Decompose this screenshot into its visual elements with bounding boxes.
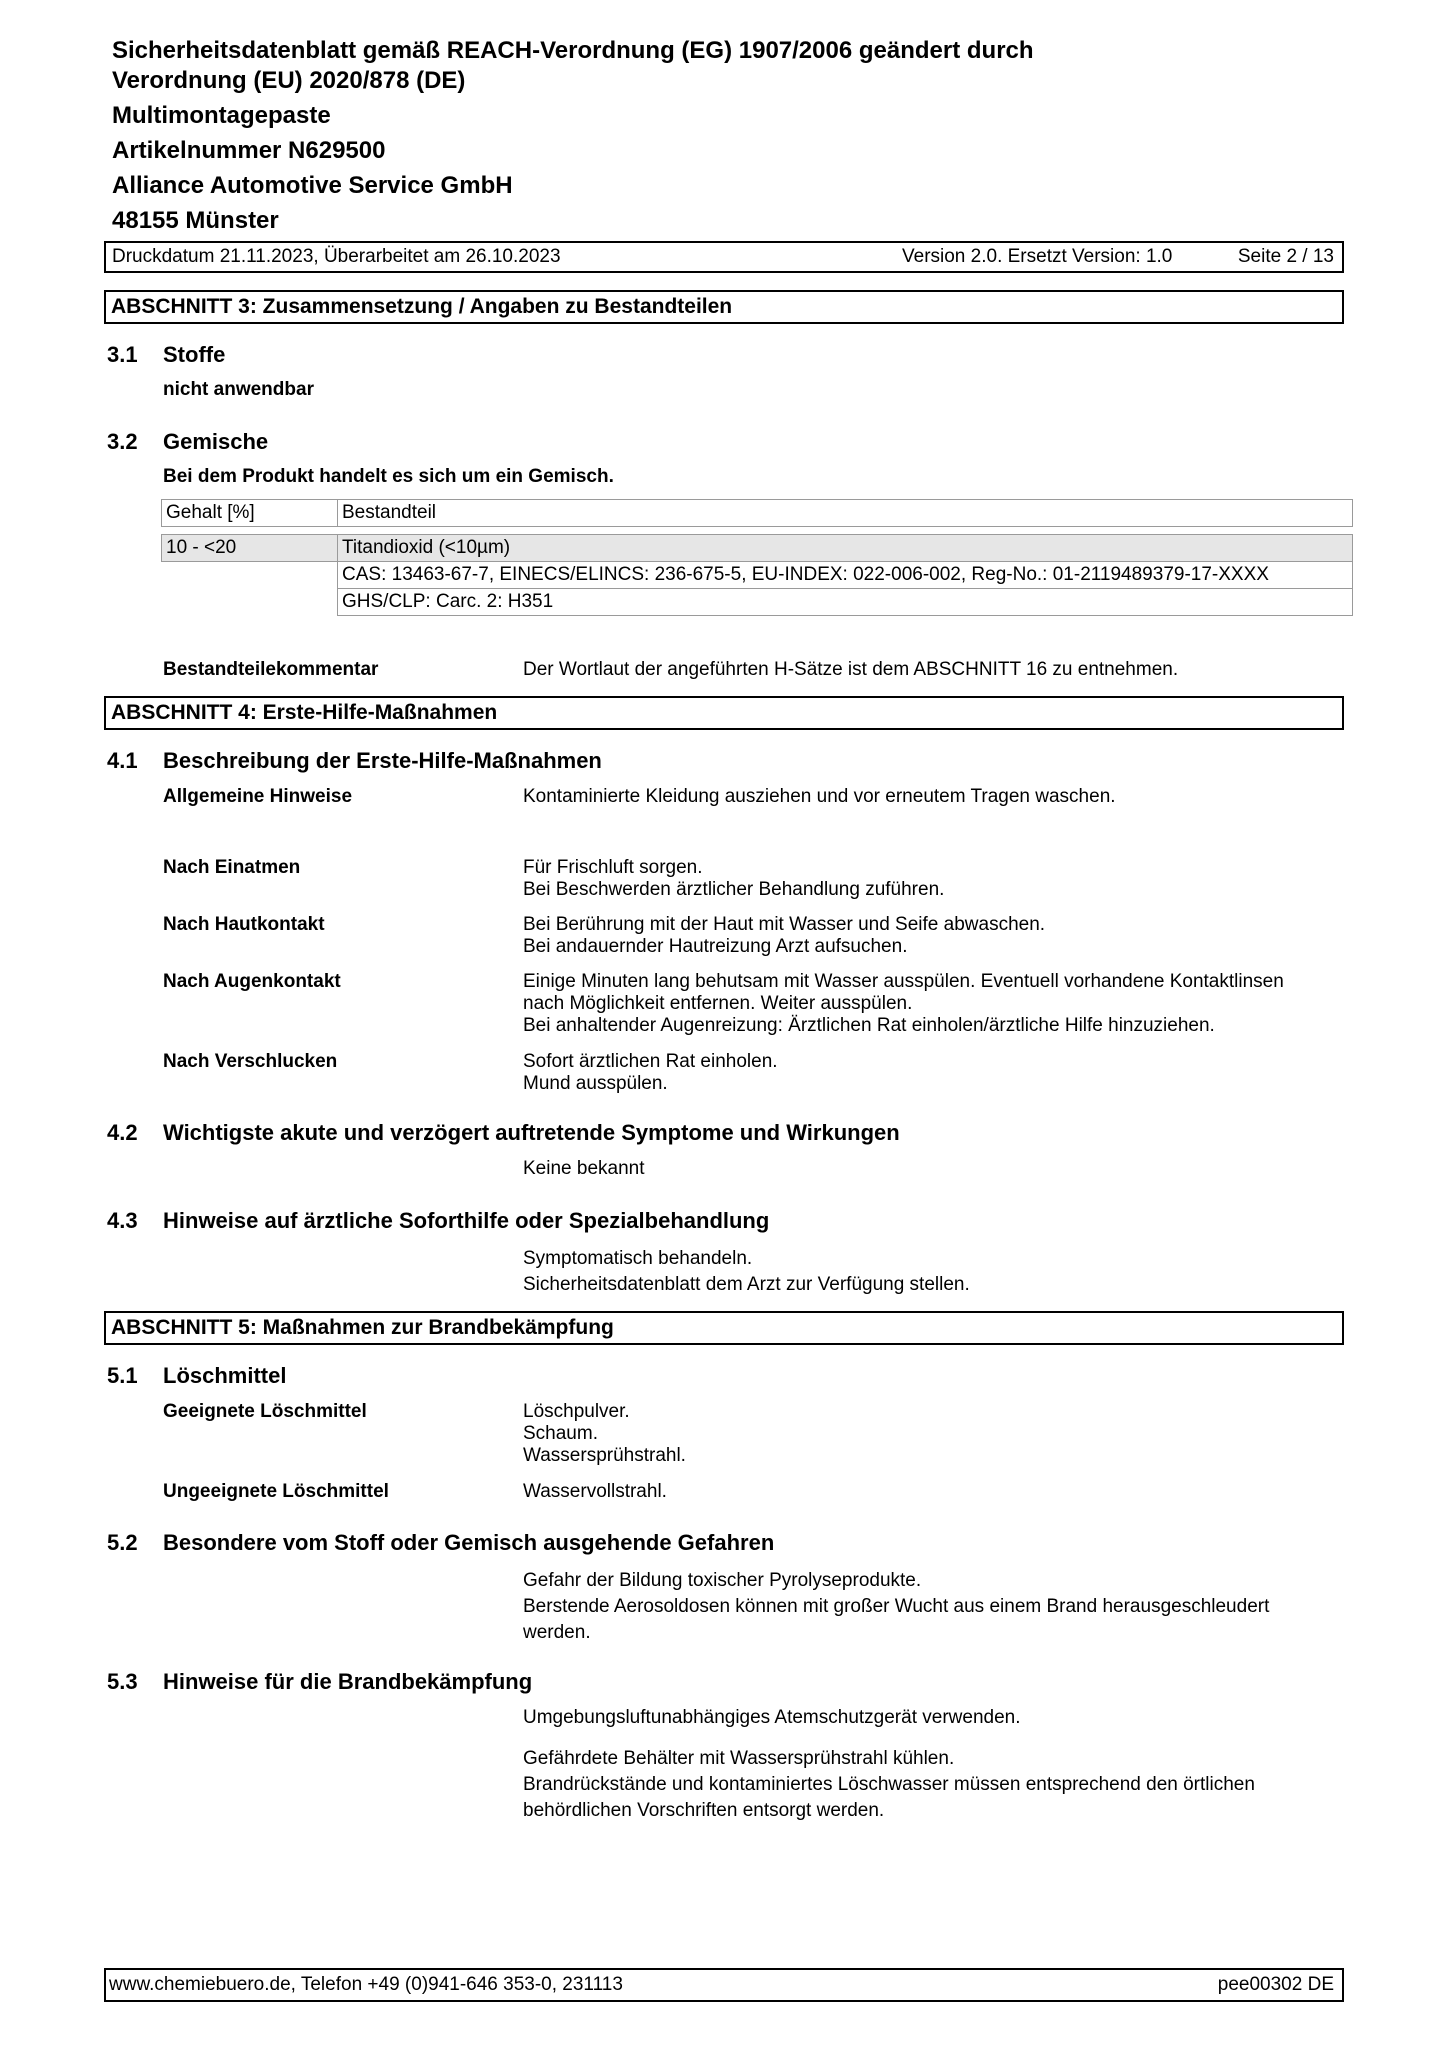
symptoms-text: Keine bekannt — [523, 1158, 645, 1179]
subsection-5-3-number: 5.3 — [107, 1669, 138, 1694]
special-hazards-text — [523, 1568, 1343, 1646]
skin-contact-label: Nach Hautkontakt — [163, 914, 325, 935]
firefighting-advice-line-4: behördlichen Vorschriften entsorgt werden. — [523, 1800, 885, 1821]
suitable-media-line-1: Löschpulver. — [523, 1401, 630, 1422]
inhalation-text — [523, 857, 1343, 901]
table-cell-content: 10 - <20 — [161, 534, 338, 562]
product-name: Multimontagepaste — [112, 102, 331, 129]
inhalation-label: Nach Einatmen — [163, 857, 301, 878]
print-dates: Druckdatum 21.11.2023, Überarbeitet am 26.10.2023 — [112, 246, 561, 267]
table-cell-ghs: GHS/CLP: Carc. 2: H351 — [337, 588, 1353, 616]
inhalation-line-1: Für Frischluft sorgen. — [523, 857, 703, 878]
document-header — [112, 36, 1352, 236]
suitable-media-text — [523, 1401, 1343, 1467]
table-header-component: Bestandteil — [337, 499, 1353, 527]
ingestion-text — [523, 1051, 1343, 1095]
subsection-5-1-number: 5.1 — [107, 1363, 138, 1388]
component-comment-label: Bestandteilekommentar — [163, 659, 379, 680]
skin-contact-line-1: Bei Berührung mit der Haut mit Wasser und Seife abwaschen. — [523, 914, 1046, 935]
firefighting-advice-line-3: Brandrückstände und kontaminiertes Löschwasser müssen entsprechend den örtlichen — [523, 1774, 1255, 1795]
unsuitable-media-text: Wasservollstrahl. — [523, 1481, 667, 1502]
document-title-line1: Sicherheitsdatenblatt gemäß REACH-Verordnung (EG) 1907/2006 geändert durch — [112, 37, 1034, 64]
version-info: Version 2.0. Ersetzt Version: 1.0 — [902, 246, 1173, 267]
skin-contact-text — [523, 914, 1343, 958]
subsection-5-1-title: Löschmittel — [163, 1363, 287, 1388]
eye-contact-text — [523, 971, 1343, 1037]
suitable-media-line-3: Wassersprühstrahl. — [523, 1445, 686, 1466]
section-4-header: ABSCHNITT 4: Erste-Hilfe-Maßnahmen — [104, 696, 1344, 730]
subsection-4-1-number: 4.1 — [107, 748, 138, 773]
footer-contact: www.chemiebuero.de, Telefon +49 (0)941-646 353-0, 231113 — [109, 1974, 623, 1995]
document-title-line2: Verordnung (EU) 2020/878 (DE) — [112, 67, 466, 94]
subsection-4-3-title: Hinweise auf ärztliche Soforthilfe oder Spezialbehandlung — [163, 1208, 770, 1233]
medical-attention-line-2: Sicherheitsdatenblatt dem Arzt zur Verfügung stellen. — [523, 1274, 970, 1295]
special-hazards-line-1: Gefahr der Bildung toxischer Pyrolyseprodukte. — [523, 1570, 922, 1591]
section-5-header: ABSCHNITT 5: Maßnahmen zur Brandbekämpfung — [104, 1311, 1344, 1345]
ingestion-line-2: Mund ausspülen. — [523, 1073, 668, 1094]
subsection-5-2-number: 5.2 — [107, 1530, 138, 1555]
subsection-3-2-number: 3.2 — [107, 429, 138, 454]
general-advice-text: Kontaminierte Kleidung ausziehen und vor erneutem Tragen waschen. — [523, 786, 1116, 807]
document-footer — [104, 1968, 1344, 2002]
company-city: 48155 Münster — [112, 207, 279, 234]
eye-contact-line-3: Bei anhaltender Augenreizung: Ärztlichen Rat einholen/ärztliche Hilfe hinzuziehen. — [523, 1015, 1215, 1036]
unsuitable-media-label: Ungeeignete Löschmittel — [163, 1481, 389, 1502]
medical-attention-line-1: Symptomatisch behandeln. — [523, 1248, 753, 1269]
subsection-4-3-number: 4.3 — [107, 1208, 138, 1233]
suitable-media-label: Geeignete Löschmittel — [163, 1401, 367, 1422]
subsection-5-3-title: Hinweise für die Brandbekämpfung — [163, 1669, 533, 1694]
special-hazards-line-3: werden. — [523, 1622, 591, 1643]
special-hazards-line-2: Berstende Aerosoldosen können mit großer Wucht aus einem Brand herausgeschleudert — [523, 1596, 1270, 1617]
mixture-text: Bei dem Produkt handelt es sich um ein Gemisch. — [163, 466, 614, 487]
eye-contact-line-2: nach Möglichkeit entfernen. Weiter ausspülen. — [523, 993, 913, 1014]
article-number: Artikelnummer N629500 — [112, 137, 386, 164]
medical-attention-text — [523, 1246, 1343, 1298]
company-name: Alliance Automotive Service GmbH — [112, 172, 513, 199]
skin-contact-line-2: Bei andauernder Hautreizung Arzt aufsuchen. — [523, 936, 908, 957]
firefighting-advice-text — [523, 1746, 1343, 1824]
table-cell-component-name: Titandioxid (<10µm) — [337, 534, 1353, 562]
substances-text: nicht anwendbar — [163, 379, 314, 400]
eye-contact-label: Nach Augenkontakt — [163, 971, 341, 992]
subsection-3-1-number: 3.1 — [107, 342, 138, 367]
ingestion-line-1: Sofort ärztlichen Rat einholen. — [523, 1051, 778, 1072]
general-advice-label: Allgemeine Hinweise — [163, 786, 353, 807]
firefighting-advice-line-1: Umgebungsluftunabhängiges Atemschutzgerät verwenden. — [523, 1707, 1021, 1728]
subsection-4-1-title: Beschreibung der Erste-Hilfe-Maßnahmen — [163, 748, 602, 773]
print-info-bar — [104, 241, 1344, 273]
subsection-4-2-title: Wichtigste akute und verzögert auftretende Symptome und Wirkungen — [163, 1120, 900, 1145]
subsection-3-1-title: Stoffe — [163, 342, 226, 367]
suitable-media-line-2: Schaum. — [523, 1423, 598, 1444]
section-3-header: ABSCHNITT 3: Zusammensetzung / Angaben zu Bestandteilen — [104, 290, 1344, 324]
subsection-4-2-number: 4.2 — [107, 1120, 138, 1145]
table-header-content: Gehalt [%] — [161, 499, 338, 527]
footer-doc-code: pee00302 DE — [1217, 1974, 1334, 1995]
table-cell-identifiers: CAS: 13463-67-7, EINECS/ELINCS: 236-675-5, EU-INDEX: 022-006-002, Reg-No.: 01-2119489379-17-XXXX — [337, 561, 1353, 589]
component-comment-text: Der Wortlaut der angeführten H-Sätze ist dem ABSCHNITT 16 zu entnehmen. — [523, 659, 1179, 680]
eye-contact-line-1: Einige Minuten lang behutsam mit Wasser ausspülen. Eventuell vorhandene Kontaktlinsen — [523, 971, 1284, 992]
ingestion-label: Nach Verschlucken — [163, 1051, 338, 1072]
inhalation-line-2: Bei Beschwerden ärztlicher Behandlung zuführen. — [523, 879, 945, 900]
subsection-3-2-title: Gemische — [163, 429, 269, 454]
subsection-5-2-title: Besondere vom Stoff oder Gemisch ausgehende Gefahren — [163, 1530, 775, 1555]
page-number: Seite 2 / 13 — [1237, 246, 1334, 267]
firefighting-advice-line-2: Gefährdete Behälter mit Wassersprühstrahl kühlen. — [523, 1748, 955, 1769]
